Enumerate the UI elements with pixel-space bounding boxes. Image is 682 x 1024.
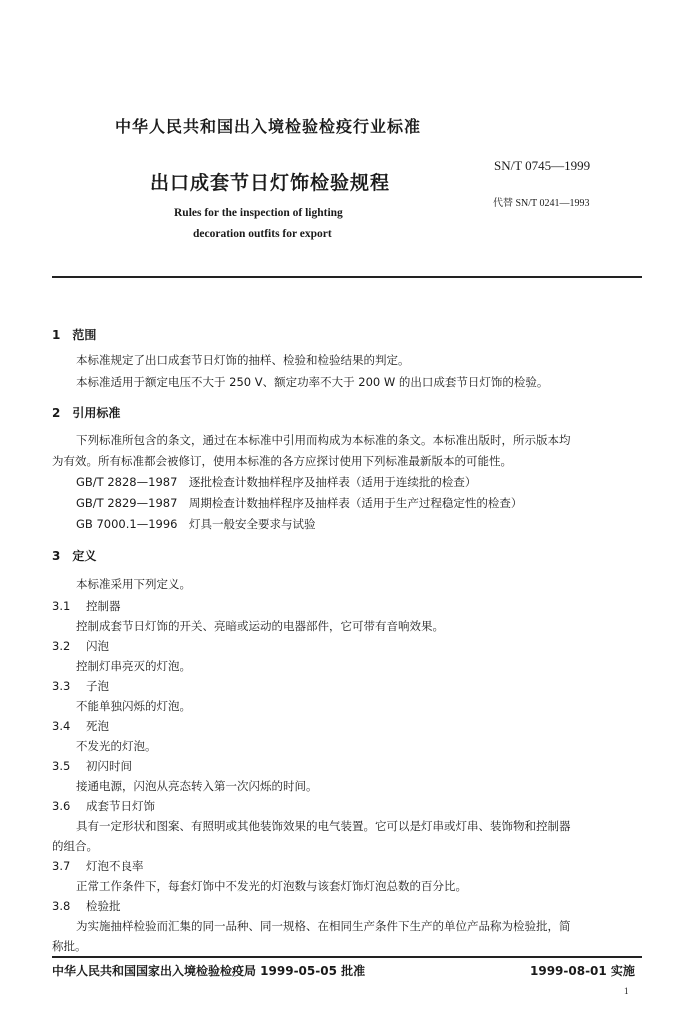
section-2-heading: 2 引用标准 bbox=[52, 406, 121, 420]
footer-rule bbox=[52, 956, 642, 958]
definition-number: 3.6 bbox=[52, 799, 71, 813]
definition-number: 3.7 bbox=[52, 859, 71, 873]
definition-text: 不能单独闪烁的灯泡。 bbox=[76, 699, 191, 713]
section-2-paragraph-line: 下列标准所包含的条文，通过在本标准中引用而构成为本标准的条文。本标准出版时，所示版本均 bbox=[76, 433, 571, 447]
definition-term: 初闪时间 bbox=[86, 759, 132, 773]
definition-text: 控制灯串亮灭的灯泡。 bbox=[76, 659, 191, 673]
definition-text: 接通电源，闪泡从亮态转入第一次闪烁的时间。 bbox=[76, 779, 318, 793]
definition-text: 正常工作条件下，每套灯饰中不发光的灯泡数与该套灯饰灯泡总数的百分比。 bbox=[76, 879, 467, 893]
reference-standard-item: GB 7000.1—1996 灯具一般安全要求与试验 bbox=[76, 517, 316, 531]
definition-number: 3.5 bbox=[52, 759, 71, 773]
standard-number: SN/T 0745—1999 bbox=[494, 158, 591, 173]
english-title-line-2: decoration outfits for export bbox=[193, 228, 332, 240]
definition-number: 3.4 bbox=[52, 719, 71, 733]
definition-term: 子泡 bbox=[86, 679, 109, 693]
definition-number: 3.2 bbox=[52, 639, 71, 653]
approval-statement: 中华人民共和国国家出入境检验检疫局 1999-05-05 批准 bbox=[52, 964, 366, 978]
definition-text-line: 的组合。 bbox=[52, 839, 98, 853]
document-title: 出口成套节日灯饰检验规程 bbox=[150, 172, 391, 194]
section-1-paragraph: 本标准适用于额定电压不大于 250 V、额定功率不大于 200 W 的出口成套节日灯饰的检验。 bbox=[76, 375, 549, 389]
replaces-standard: 代替 SN/T 0241—1993 bbox=[493, 198, 590, 209]
page-number: 1 bbox=[624, 986, 629, 996]
section-3-intro: 本标准采用下列定义。 bbox=[76, 577, 191, 591]
definition-term: 成套节日灯饰 bbox=[86, 799, 155, 813]
definition-text-line: 称批。 bbox=[52, 939, 87, 953]
section-1-paragraph: 本标准规定了出口成套节日灯饰的抽样、检验和检验结果的判定。 bbox=[76, 353, 410, 367]
definition-text: 不发光的灯泡。 bbox=[76, 739, 157, 753]
definition-term: 灯泡不良率 bbox=[86, 859, 144, 873]
definition-number: 3.1 bbox=[52, 599, 71, 613]
english-title-line-1: Rules for the inspection of lighting bbox=[174, 207, 343, 219]
definition-number: 3.8 bbox=[52, 899, 71, 913]
reference-standard-item: GB/T 2828—1987 逐批检查计数抽样程序及抽样表（适用于连续批的检查） bbox=[76, 475, 477, 489]
header-rule bbox=[52, 276, 642, 278]
definition-term: 死泡 bbox=[86, 719, 109, 733]
section-1-heading: 1 范围 bbox=[52, 328, 97, 342]
definition-term: 控制器 bbox=[86, 599, 121, 613]
definition-text: 控制成套节日灯饰的开关、亮暗或运动的电器部件，它可带有音响效果。 bbox=[76, 619, 444, 633]
definition-term: 闪泡 bbox=[86, 639, 109, 653]
definition-number: 3.3 bbox=[52, 679, 71, 693]
definition-text-line: 具有一定形状和图案、有照明或其他装饰效果的电气装置。它可以是灯串或灯串、装饰物和控制器 bbox=[76, 819, 571, 833]
issuing-authority-title: 中华人民共和国出入境检验检疫行业标准 bbox=[115, 117, 422, 136]
definition-text-line: 为实施抽样检验而汇集的同一品种、同一规格、在相同生产条件下生产的单位产品称为检验批，简 bbox=[76, 919, 571, 933]
reference-standard-item: GB/T 2829—1987 周期检查计数抽样程序及抽样表（适用于生产过程稳定性的检查） bbox=[76, 496, 523, 510]
section-2-paragraph-line: 为有效。所有标准都会被修订，使用本标准的各方应探讨使用下列标准最新版本的可能性。 bbox=[52, 454, 512, 468]
section-3-heading: 3 定义 bbox=[52, 549, 97, 563]
definition-term: 检验批 bbox=[86, 899, 121, 913]
effective-date: 1999-08-01 实施 bbox=[530, 964, 635, 978]
